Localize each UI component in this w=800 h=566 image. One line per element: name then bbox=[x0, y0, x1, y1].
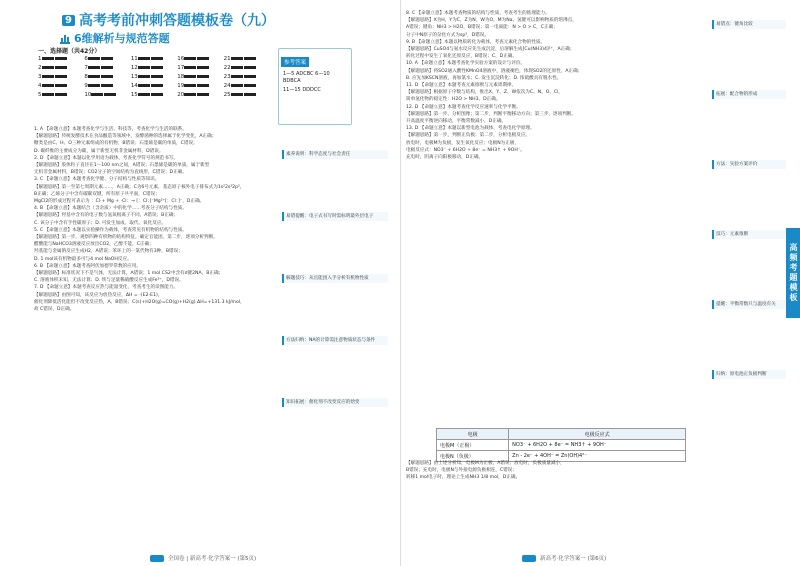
answer-bubble bbox=[55, 57, 67, 60]
answer-bubble bbox=[197, 57, 209, 60]
explanation-line: 5. C 【命题立意】本题以实验操作为载体，考查常见有机物的结构与性质。 bbox=[34, 227, 187, 233]
answer-bubble bbox=[55, 93, 67, 96]
electrode-table bbox=[436, 428, 686, 462]
question-number: 3 bbox=[38, 74, 42, 80]
answer-key-heading: 参考答案 bbox=[281, 57, 309, 67]
explanation-line: 6. B 【命题立意】本题考查阿伏加德罗常数的应用。 bbox=[34, 263, 141, 269]
answer-cell bbox=[131, 82, 167, 91]
answer-key-line: 11—15 DDDCC bbox=[283, 87, 321, 93]
table-header: 电极反应式 bbox=[509, 429, 686, 440]
answer-bubble bbox=[197, 66, 209, 69]
answer-cell bbox=[84, 91, 120, 100]
explanation-line: C. 该分子中含有手性碳原子；D. 可发生加成、取代、氧化反应。 bbox=[34, 220, 167, 226]
answer-bubble bbox=[55, 75, 67, 78]
explanation-line: 【解题思路】第一步，观察四种有机物的结构特征，确定官能团。第二步，逐项分析判断。 bbox=[34, 235, 218, 241]
answer-cell bbox=[38, 82, 74, 91]
answer-bubble bbox=[101, 66, 113, 69]
side-note: 提醒：平衡常数只与温度有关 bbox=[712, 300, 786, 309]
right-page bbox=[402, 0, 800, 566]
answer-bubble bbox=[184, 75, 196, 78]
answer-bubble bbox=[138, 57, 150, 60]
answer-bubble bbox=[138, 84, 150, 87]
explanation-line: 【解题思路】由图可知，该反应为放热反应，ΔH = -(E2-E1)， bbox=[34, 292, 163, 298]
answer-bubble bbox=[184, 66, 196, 69]
answer-cell bbox=[131, 55, 167, 64]
explanation-line: 【解题思路】第一步，分析图像；第二步，判断平衡移动方向；第三步，逐项判断。 bbox=[406, 111, 576, 117]
table-header: 电极 bbox=[437, 429, 509, 440]
answer-key-box bbox=[278, 48, 352, 125]
explanation-line: 【解题思路】X为H，Y为C，Z为N，W为O，M为Na。氢键可以影响物质的熔沸点， bbox=[406, 18, 577, 24]
section-label: 一、选择题（共42分） bbox=[38, 48, 101, 55]
answer-cell bbox=[131, 91, 167, 100]
explanation-line: 转化过程中发生了氧化还原反应，B错误；C、D正确。 bbox=[406, 54, 517, 60]
answer-bubble bbox=[42, 66, 54, 69]
side-note: 素养说明：科学态度与社会责任 bbox=[282, 150, 388, 159]
answer-bubble bbox=[197, 84, 209, 87]
answer-bubble bbox=[88, 75, 100, 78]
explanation-line: 【解题思路】第一至第七周期元素……，A正确；C为6号元素，基态原子核外电子排布式为1s²2s²2p²， bbox=[34, 184, 245, 190]
answer-bubble bbox=[231, 57, 243, 60]
question-number: 16 bbox=[177, 56, 185, 62]
answer-bubble bbox=[88, 57, 100, 60]
answer-bubble bbox=[151, 57, 163, 60]
question-number: 18 bbox=[177, 74, 185, 80]
answer-bubble bbox=[244, 75, 256, 78]
answer-bubble bbox=[55, 66, 67, 69]
answer-cell bbox=[224, 64, 260, 73]
answer-bubble bbox=[151, 66, 163, 69]
explanation-line: 充电时，阴离子向阳极移动，D正确。 bbox=[406, 155, 484, 161]
side-note: 易错提醒：电子式书写时需标明最外层电子 bbox=[282, 212, 388, 221]
answer-bubble bbox=[197, 93, 209, 96]
question-number: 12 bbox=[130, 65, 138, 71]
explanation-line: 8. C 【命题立意】本题考查物质的结构与性质，考查考生的推理能力。 bbox=[406, 11, 550, 16]
question-number: 10 bbox=[84, 92, 92, 98]
explanation-line: 醋酸能与NaHCO3溶液反应放出CO2，乙醇不能，C正确； bbox=[34, 242, 154, 248]
answer-cell bbox=[224, 91, 260, 100]
answer-cell bbox=[38, 91, 74, 100]
explanation-line: 升高温度平衡逆向移动，平衡常数减小，D正确。 bbox=[406, 119, 507, 125]
answer-cell bbox=[84, 55, 120, 64]
answer-bubble bbox=[91, 93, 103, 96]
explanation-line: 糖类是由C、H、O三种元素组成的有机物，B错误；石墨烯是碳的单质，C错误； bbox=[34, 141, 198, 147]
right-explanations-after bbox=[406, 460, 706, 482]
left-explanations bbox=[34, 126, 274, 313]
explanation-line: 分子中N原子的杂化方式为sp³，D错误。 bbox=[406, 32, 490, 38]
left-footer-text: 全国卷 | 新高考·化学答案一 (第5页) bbox=[168, 556, 257, 562]
answer-bubble bbox=[184, 84, 196, 87]
publisher-logo bbox=[522, 555, 536, 562]
explanation-line: MgCl2的形成过程可表示为 ：Cl·+ Mg + ·Cl：→ [：Cl：]⁻Mg²⁺[：Cl：]⁻，D正确。 bbox=[34, 199, 205, 205]
explanation-line: 9. B 【命题立意】本题以物质转化为载体，考查元素化合物的性质。 bbox=[406, 39, 546, 45]
answer-bubble bbox=[138, 75, 150, 78]
answer-bubble bbox=[184, 57, 196, 60]
question-number: 23 bbox=[223, 74, 231, 80]
answer-bubble bbox=[244, 93, 256, 96]
answer-bubble bbox=[184, 93, 196, 96]
answer-row bbox=[38, 91, 260, 100]
explanation-line: 【解题思路】胶体粒子直径在1～100 nm之间，A错误；石墨烯是碳的单质，属于新型 bbox=[34, 163, 210, 169]
explanation-line: 转移1 mol电子时，理论上生成NH3 1/8 mol，D正确。 bbox=[406, 475, 521, 481]
question-number: 14 bbox=[130, 83, 138, 89]
question-number: 19 bbox=[177, 83, 185, 89]
answer-bubble bbox=[138, 66, 150, 69]
answer-cell bbox=[177, 64, 213, 73]
explanation-line: B正确；乙烯分子中含有碳碳双键，所有原子共平面，C错误； bbox=[34, 191, 160, 197]
answer-bubble bbox=[55, 84, 67, 87]
explanation-line: 简单氢化物的稳定性：H2O > NH3，D正确。 bbox=[406, 97, 501, 103]
answer-bubble bbox=[138, 93, 150, 96]
question-number: 21 bbox=[223, 56, 231, 62]
answer-cell bbox=[177, 55, 213, 64]
explanation-line: 【解题思路】传统发酵技术在食品酿造等领域中，发酵菌种的选择属于化学变化，A正确； bbox=[34, 134, 217, 140]
answer-bubble bbox=[244, 84, 256, 87]
explanation-line: D. 1 mol该有机物最多可与4 mol NaOH反应。 bbox=[34, 256, 132, 262]
answer-key-line: 1—5 ADCBC 6—10 BDBCA bbox=[283, 71, 330, 84]
explanation-line: B. 应先加KSCN溶液，再加氯水；C. 发生沉淀转化；D. 浓硫酸具有脱水性。 bbox=[406, 75, 562, 81]
question-number: 11 bbox=[130, 56, 138, 62]
answer-bubble bbox=[244, 66, 256, 69]
topic-side-tab: 高频考题模板 bbox=[786, 228, 800, 318]
answer-cell bbox=[177, 73, 213, 82]
answer-bubble bbox=[88, 66, 100, 69]
answer-bubble bbox=[42, 93, 54, 96]
explanation-line: 无机非金属材料，B错误；CO2分子的空间结构为直线形，C错误；D正确。 bbox=[34, 170, 187, 176]
answer-cell bbox=[38, 64, 74, 73]
explanation-line: 10. A 【命题立意】本题考查化学实验方案的设计与评价。 bbox=[406, 61, 526, 67]
explanation-line: 催化剂降低活化能但不改变反应热，A、B错误；C(s)+H2O(g)=CO(g)+H2(g) ΔH=+131.3 kJ/mol， bbox=[34, 299, 245, 305]
publisher-logo bbox=[150, 555, 164, 562]
question-number: 20 bbox=[177, 92, 185, 98]
answer-sheet bbox=[38, 55, 260, 100]
explanation-line: 1. A 【命题立意】本题考查化学与生活、科技等，考查化学与生活的联系。 bbox=[34, 127, 187, 132]
right-explanations bbox=[406, 10, 706, 161]
explanation-line: 【解题思路】根据原子序数与结构，推出X、Y、Z、W依次为C、N、O、Cl， bbox=[406, 90, 564, 96]
explanation-line: 羟基能与金属钠反应生成H2，A错误；苯环上的一氯代物有3种，B错误； bbox=[34, 249, 183, 255]
side-note: 方法：实验方案评价 bbox=[712, 160, 786, 169]
explanation-line: 故 C错误，D正确。 bbox=[34, 307, 75, 313]
answer-row bbox=[38, 55, 260, 64]
question-number: 17 bbox=[177, 65, 185, 71]
right-footer bbox=[522, 554, 606, 562]
answer-bubble bbox=[42, 84, 54, 87]
explanation-line: 13. D 【命题立意】本题以新型电池为载体，考查电化学原理。 bbox=[406, 126, 535, 132]
answer-row bbox=[38, 73, 260, 82]
answer-cell bbox=[131, 64, 167, 73]
explanation-line: 放电时，电极M为负极，发生氧化反应；电极N为正极， bbox=[406, 140, 520, 146]
side-note: 易错点：键角比较 bbox=[712, 20, 786, 29]
answer-cell bbox=[177, 82, 213, 91]
question-number: 25 bbox=[223, 92, 231, 98]
explanation-line: B错误；充电时，电极N与外接电源负极相连，C错误； bbox=[406, 468, 517, 474]
question-number: 7 bbox=[84, 65, 88, 71]
answer-cell bbox=[224, 55, 260, 64]
answer-bubble bbox=[197, 75, 209, 78]
explanation-line: C. 溶液体积未知，无法计算；D. 铁与足量稀硝酸反应生成Fe³⁺，D错误。 bbox=[34, 278, 184, 284]
answer-bubble bbox=[231, 93, 243, 96]
table-cell: 电极M（正极） bbox=[437, 440, 509, 451]
question-number: 22 bbox=[223, 65, 231, 71]
explanation-line: D. 碳纤维的主要成分为碳，属于新型无机非金属材料，D错误。 bbox=[34, 148, 164, 154]
answer-cell bbox=[38, 55, 74, 64]
title-text: 高考考前冲刺答题模板卷（九） bbox=[78, 13, 275, 29]
subtitle bbox=[60, 30, 170, 46]
question-number: 8 bbox=[84, 74, 88, 80]
side-note: 解题技巧：从官能团入手分析有机物性质 bbox=[282, 274, 388, 283]
chart-icon bbox=[60, 32, 70, 44]
answer-bubble bbox=[244, 57, 256, 60]
answer-bubble bbox=[42, 75, 54, 78]
table-cell: NO3⁻ + 6H2O + 8e⁻ = NH3↑ + 9OH⁻ bbox=[509, 440, 686, 451]
question-number: 15 bbox=[130, 92, 138, 98]
answer-cell bbox=[84, 73, 120, 82]
explanation-line: 11. D 【命题立意】本题考查元素推断与元素周期律。 bbox=[406, 83, 517, 89]
explanation-line: 【解题思路】CuSO4与氨水反应先生成沉淀，后溶解生成[Cu(NH3)4]²⁺，A正确； bbox=[406, 47, 575, 53]
explanation-line: 2. D 【命题立意】本题以化学用语为载体，考查化学符号的规范书写。 bbox=[34, 155, 179, 161]
explanation-line: A错误；键角：NH3 > H2O，B错误；第一电离能：N > O > C，C正确； bbox=[406, 25, 558, 31]
question-number: 9 bbox=[84, 83, 88, 89]
question-number: 5 bbox=[38, 92, 42, 98]
answer-cell bbox=[131, 73, 167, 82]
answer-bubble bbox=[104, 93, 116, 96]
answer-bubble bbox=[231, 66, 243, 69]
table-cell: Zn - 2e⁻ + 4OH⁻ = Zn(OH)4²⁻ bbox=[509, 451, 686, 462]
answer-bubble bbox=[231, 84, 243, 87]
answer-row bbox=[38, 64, 260, 73]
table-cell: 电极N（负极） bbox=[437, 451, 509, 462]
page-title bbox=[62, 10, 275, 30]
side-note: 方法归纳：NA的计算需注意物质状态与条件 bbox=[282, 336, 388, 345]
explanation-line: 4. B 【命题立意】本题结合（含杂质）中的化学……考查分子结构与性质。 bbox=[34, 206, 187, 212]
page-divider bbox=[400, 0, 401, 566]
answer-cell bbox=[84, 64, 120, 73]
answer-bubble bbox=[101, 57, 113, 60]
explanation-line: 【解题思路】由上述分析知，电极M为正极，A错误；放电时，负极质量减小， bbox=[406, 461, 565, 466]
question-number: 4 bbox=[38, 83, 42, 89]
explanation-line: 电极反应式：NO3⁻ + 6H2O + 8e⁻ = NH3↑ + 9OH⁻。 bbox=[406, 147, 525, 153]
answer-cell bbox=[177, 91, 213, 100]
explanation-line: 【解题思路】羟基中含有的电子数与氢氧根离子不同，A错误；B正确； bbox=[34, 213, 179, 219]
side-note: 拓展：配合物的形成 bbox=[712, 90, 786, 99]
answer-bubble bbox=[151, 84, 163, 87]
answer-bubble bbox=[101, 84, 113, 87]
subtitle-text: 6维解析与规范答题 bbox=[74, 32, 170, 45]
explanation-line: 3. C 【命题立意】本题考查化学键、分子结构与性质等知识。 bbox=[34, 177, 160, 183]
answer-cell bbox=[84, 82, 120, 91]
answer-bubble bbox=[151, 93, 163, 96]
answer-row bbox=[38, 82, 260, 91]
answer-bubble bbox=[101, 75, 113, 78]
answer-bubble bbox=[151, 75, 163, 78]
explanation-line: 【解题思路】第一步，判断正负极；第二步，分析电极反应。 bbox=[406, 133, 531, 139]
explanation-line: 7. D 【命题立意】本题考查反应热与能量变化，考查考生的读图能力。 bbox=[34, 285, 179, 291]
answer-bubble bbox=[42, 57, 54, 60]
explanation-line: 12. D 【命题立意】本题考查化学反应速率与化学平衡。 bbox=[406, 104, 521, 110]
right-footer-text: 新高考·化学答案一 (第6页) bbox=[540, 556, 607, 562]
question-number: 24 bbox=[223, 83, 231, 89]
answer-cell bbox=[38, 73, 74, 82]
explanation-line: 【解题思路】将SO2通入酸性KMnO4溶液中，溶液褪色，体现SO2的还原性，A正确； bbox=[406, 68, 583, 74]
left-footer bbox=[150, 554, 256, 562]
side-note: 归纳：原电池正负极判断 bbox=[712, 370, 786, 379]
side-note: 技巧：元素推断 bbox=[712, 230, 786, 239]
answer-bubble bbox=[88, 84, 100, 87]
side-note: 知识拓展：催化剂不改变反应的焓变 bbox=[282, 398, 388, 407]
answer-cell bbox=[224, 82, 260, 91]
question-number: 6 bbox=[84, 56, 88, 62]
table-row bbox=[437, 440, 686, 451]
question-number: 1 bbox=[38, 56, 42, 62]
answer-bubble bbox=[231, 75, 243, 78]
question-number: 2 bbox=[38, 65, 42, 71]
explanation-line: 【解题思路】标准状况下不是气体，无法计算，A错误；1 mol CS2中含有σ键2NA，B正确； bbox=[34, 271, 224, 277]
question-number: 13 bbox=[130, 74, 138, 80]
title-number: 9 bbox=[62, 15, 75, 26]
answer-cell bbox=[224, 73, 260, 82]
